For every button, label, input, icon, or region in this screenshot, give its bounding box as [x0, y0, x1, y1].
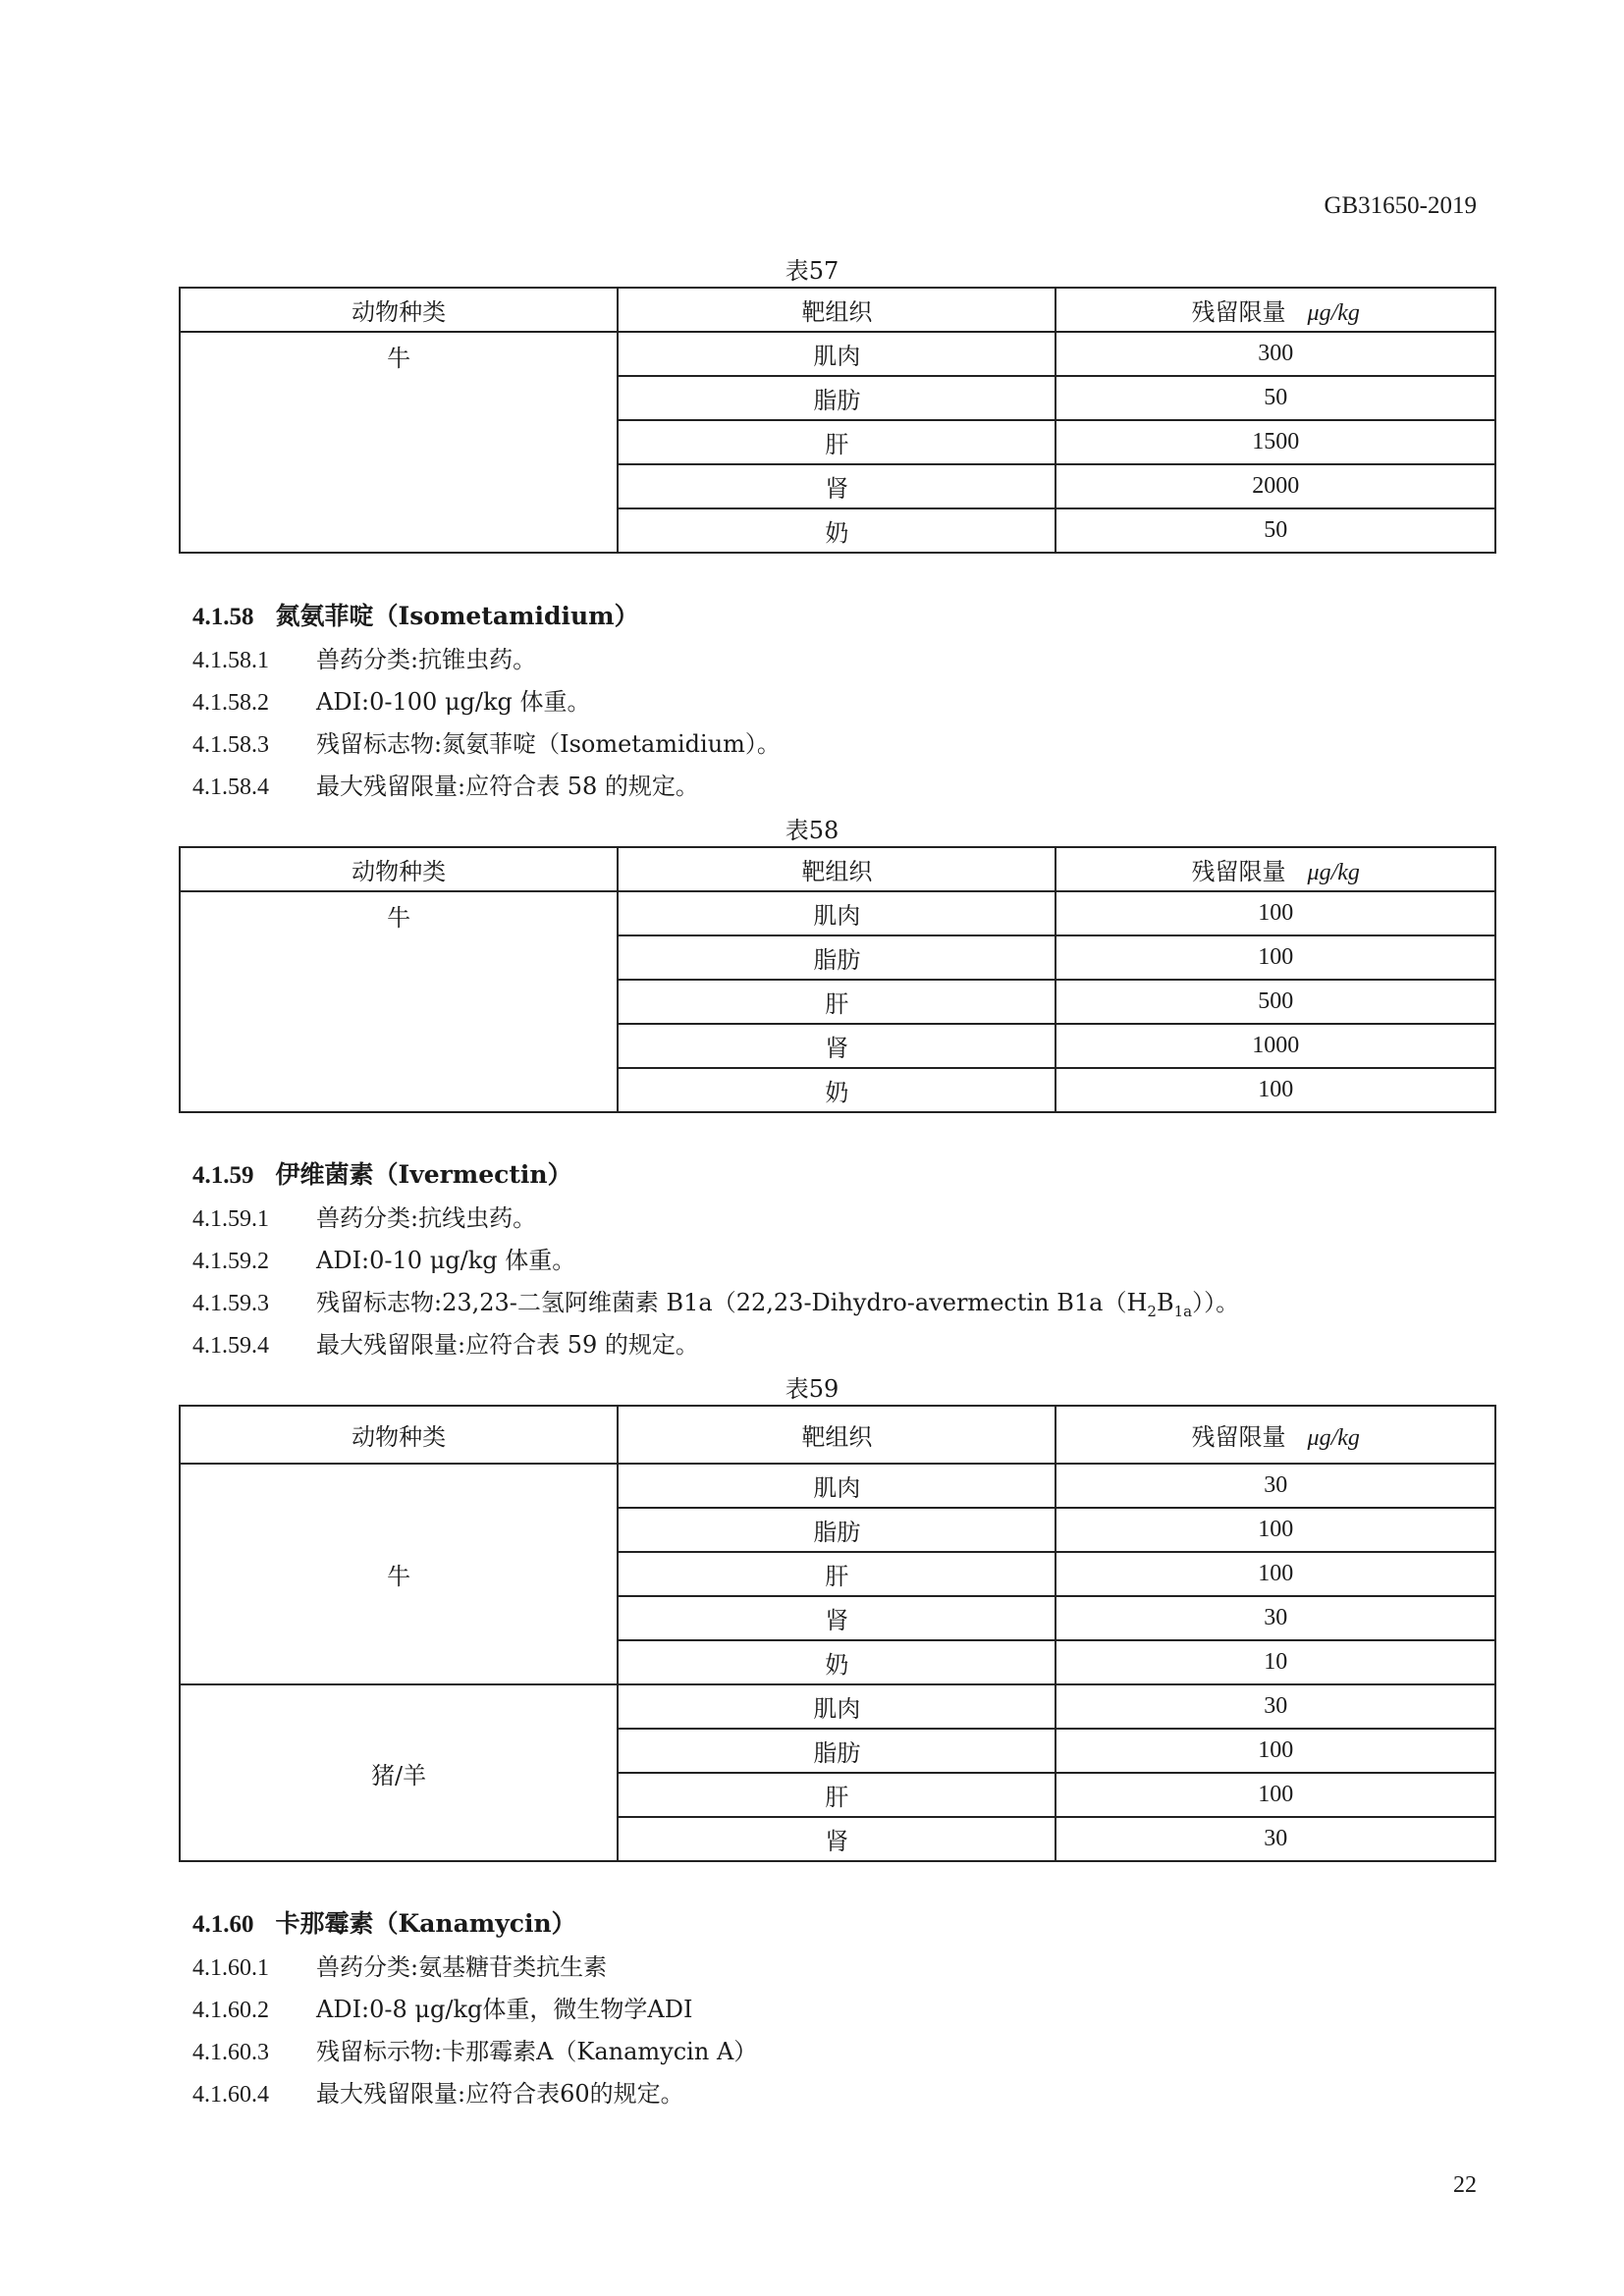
unit-label: μg/kg: [1307, 860, 1360, 885]
cell-tissue: 肝: [618, 980, 1056, 1024]
standard-code: GB31650-2019: [1324, 192, 1477, 219]
cell-tissue: 奶: [618, 1068, 1056, 1112]
item-number: 4.1.59.3: [192, 1291, 269, 1316]
header-limit: 残留限量 μg/kg: [1056, 847, 1495, 891]
section60-item: [192, 2032, 757, 2066]
item-number: 4.1.60.1: [192, 1955, 269, 1981]
header-limit: 残留限量 μg/kg: [1056, 1406, 1495, 1464]
item-number: 4.1.59.1: [192, 1206, 269, 1232]
cell-limit: 30: [1056, 1596, 1495, 1640]
cell-limit: 100: [1056, 891, 1495, 935]
section-title: 伊维菌素（Ivermectin）: [275, 1160, 572, 1189]
item-text: 兽药分类:氨基糖苷类抗生素: [316, 1953, 608, 1981]
header-tissue: 靶组织: [618, 847, 1056, 891]
table59-caption: 表59: [785, 1375, 839, 1403]
section-number: 4.1.59: [192, 1162, 254, 1189]
cell-limit: 100: [1056, 935, 1495, 980]
cell-tissue: 奶: [618, 508, 1056, 553]
table58-caption: 表58: [785, 817, 839, 844]
item-text: 残留标志物:氮氨菲啶（Isometamidium）。: [316, 730, 781, 758]
cell-tissue: 肌肉: [618, 332, 1056, 376]
cell-tissue: 肾: [618, 1817, 1056, 1861]
item-number: 4.1.58.1: [192, 648, 269, 673]
cell-tissue: 肾: [618, 464, 1056, 508]
cell-animal: 牛: [180, 891, 618, 1112]
table-row: [180, 891, 1495, 935]
item-text: ADI:0-8 μg/kg体重，微生物学ADI: [316, 1996, 693, 2023]
item-number: 4.1.60.3: [192, 2040, 269, 2065]
section59-heading: [192, 1155, 572, 1191]
header-tissue: 靶组织: [618, 1406, 1056, 1464]
section58-item: [192, 767, 699, 801]
section59-item: [192, 1241, 575, 1275]
item-text: 残留标示物:卡那霉素A（Kanamycin A）: [316, 2038, 758, 2065]
item-number: 4.1.60.2: [192, 1998, 269, 2023]
cell-limit: 500: [1056, 980, 1495, 1024]
cell-limit: 50: [1056, 508, 1495, 553]
table57: [179, 287, 1496, 554]
section58-item: [192, 640, 536, 674]
section-title: 氮氨菲啶（Isometamidium）: [275, 602, 639, 630]
item-number: 4.1.60.4: [192, 2082, 269, 2108]
cell-tissue: 肌肉: [618, 1464, 1056, 1508]
table-row: [180, 332, 1495, 376]
cell-limit: 300: [1056, 332, 1495, 376]
item-number: 4.1.58.3: [192, 732, 269, 758]
cell-tissue: 肌肉: [618, 891, 1056, 935]
section60-item: [192, 1990, 692, 2024]
section59-item: [192, 1325, 699, 1360]
table58: [179, 846, 1496, 1113]
cell-limit: 10: [1056, 1640, 1495, 1684]
cell-tissue: 肝: [618, 420, 1056, 464]
cell-tissue: 脂肪: [618, 1508, 1056, 1552]
cell-limit: 30: [1056, 1464, 1495, 1508]
item-number: 4.1.59.4: [192, 1333, 269, 1359]
table-row: [180, 1684, 1495, 1729]
item-text: 最大残留限量:应符合表 58 的规定。: [316, 773, 699, 800]
item-text: B: [1156, 1289, 1174, 1316]
cell-animal: 牛: [180, 1464, 618, 1684]
item-text: 最大残留限量:应符合表 59 的规定。: [316, 1331, 699, 1359]
cell-tissue: 肝: [618, 1552, 1056, 1596]
cell-limit: 100: [1056, 1508, 1495, 1552]
cell-limit: 100: [1056, 1068, 1495, 1112]
item-number: 4.1.58.2: [192, 690, 269, 716]
table-header-row: [180, 1406, 1495, 1464]
item-text: 最大残留限量:应符合表60的规定。: [316, 2080, 684, 2108]
section60-item: [192, 1948, 607, 1982]
header-animal: 动物种类: [180, 288, 618, 332]
cell-limit: 50: [1056, 376, 1495, 420]
header-tissue: 靶组织: [618, 288, 1056, 332]
item-number: 4.1.59.2: [192, 1249, 269, 1274]
cell-animal: 牛: [180, 332, 618, 553]
header-limit: 残留限量 μg/kg: [1056, 288, 1495, 332]
page-number: 22: [1453, 2172, 1477, 2198]
table-header-row: [180, 847, 1495, 891]
table57-caption: 表57: [785, 257, 839, 285]
item-text: 兽药分类:抗线虫药。: [316, 1204, 537, 1232]
section-number: 4.1.58: [192, 604, 254, 630]
table-header-row: [180, 288, 1495, 332]
cell-tissue: 奶: [618, 1640, 1056, 1684]
cell-limit: 1000: [1056, 1024, 1495, 1068]
item-number: 4.1.58.4: [192, 774, 269, 800]
section-number: 4.1.60: [192, 1911, 254, 1938]
unit-label: μg/kg: [1307, 300, 1360, 326]
table59: [179, 1405, 1496, 1862]
section60-heading: [192, 1904, 576, 1940]
section-title: 卡那霉素（Kanamycin）: [275, 1909, 576, 1938]
subscript: 1a: [1173, 1302, 1193, 1320]
cell-limit: 100: [1056, 1773, 1495, 1817]
header-animal: 动物种类: [180, 847, 618, 891]
section59-item: [192, 1199, 536, 1233]
cell-tissue: 脂肪: [618, 935, 1056, 980]
section59-item: [192, 1283, 1239, 1320]
table-row: [180, 1464, 1495, 1508]
cell-animal: 猪/羊: [180, 1684, 618, 1861]
cell-limit: 30: [1056, 1817, 1495, 1861]
cell-tissue: 脂肪: [618, 376, 1056, 420]
cell-limit: 30: [1056, 1684, 1495, 1729]
cell-tissue: 肝: [618, 1773, 1056, 1817]
cell-tissue: 脂肪: [618, 1729, 1056, 1773]
subscript: 2: [1147, 1302, 1157, 1320]
cell-limit: 100: [1056, 1729, 1495, 1773]
cell-tissue: 肾: [618, 1596, 1056, 1640]
section58-item: [192, 724, 781, 759]
section58-item: [192, 682, 591, 717]
cell-tissue: 肌肉: [618, 1684, 1056, 1729]
item-text: 残留标志物:23,23-二氢阿维菌素 B1a（22,23-Dihydro-avermectin B1a（H: [316, 1289, 1148, 1316]
item-text: ADI:0-10 μg/kg 体重。: [316, 1247, 576, 1274]
cell-tissue: 肾: [618, 1024, 1056, 1068]
section60-item: [192, 2074, 684, 2109]
unit-label: μg/kg: [1307, 1425, 1360, 1451]
cell-limit: 1500: [1056, 420, 1495, 464]
cell-limit: 100: [1056, 1552, 1495, 1596]
item-text: ADI:0-100 μg/kg 体重。: [316, 688, 591, 716]
cell-limit: 2000: [1056, 464, 1495, 508]
item-text: ））。: [1192, 1289, 1240, 1316]
header-animal: 动物种类: [180, 1406, 618, 1464]
section58-heading: [192, 597, 639, 632]
item-text: 兽药分类:抗锥虫药。: [316, 646, 537, 673]
